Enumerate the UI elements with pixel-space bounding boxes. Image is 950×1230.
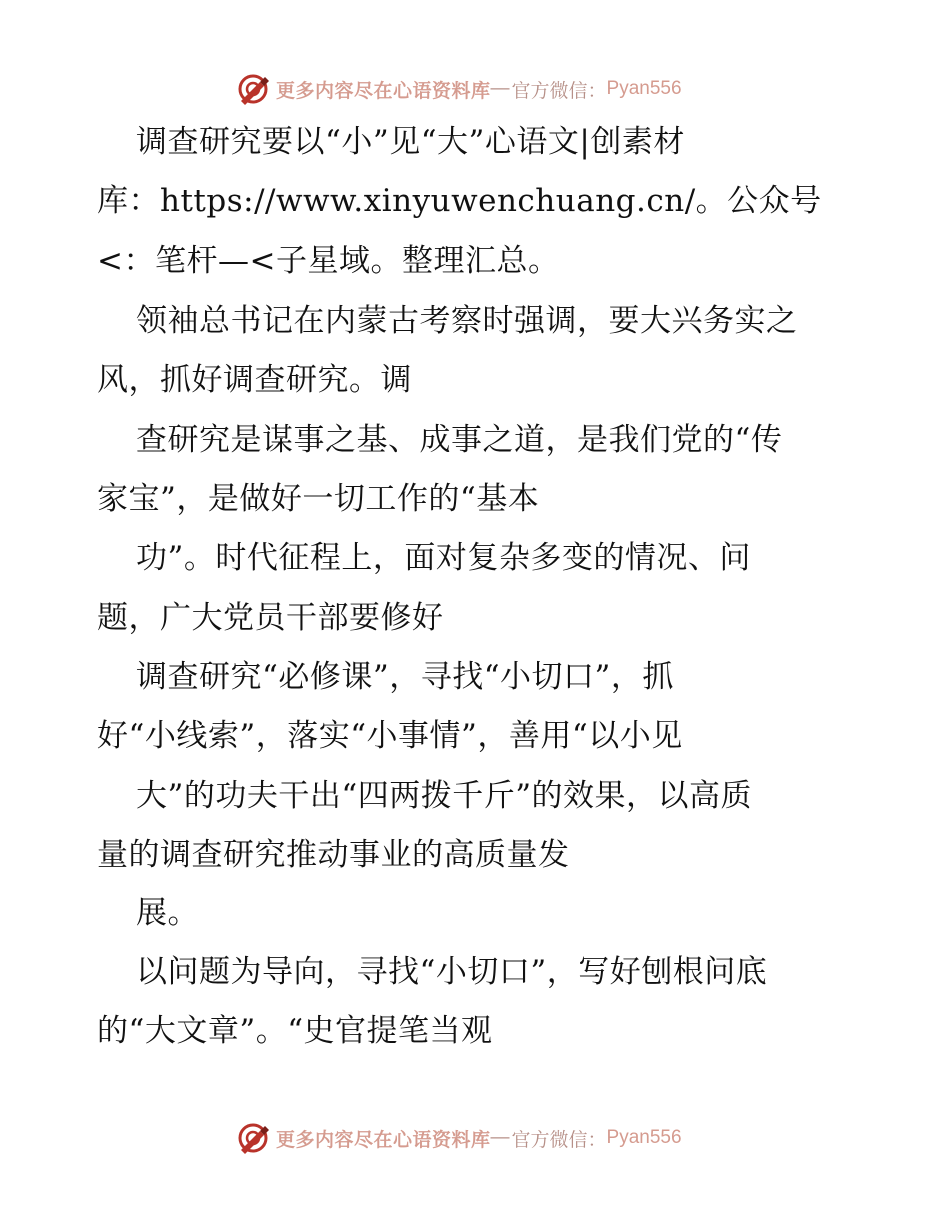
body-line: 的“大文章”。“史官提笔当观 — [97, 1013, 493, 1049]
banner-wechat-id: Pyan556 — [606, 78, 682, 99]
header-banner — [236, 72, 682, 106]
banner-slogan: 更多内容尽在心语资料库 — [276, 79, 491, 102]
body-line: 题，广大党员干部要修好 — [97, 600, 444, 636]
banner-wechat-id: Pyan556 — [606, 1127, 682, 1148]
body-line: 展。 — [136, 895, 199, 931]
body-line: 功”。时代征程上，面对复杂多变的情况、问 — [136, 540, 751, 576]
body-line: 查研究是谋事之基、成事之道，是我们党的“传 — [136, 422, 783, 458]
body-line: 调查研究“必修课”，寻找“小切口”，抓 — [136, 659, 674, 695]
body-line: 领袖总书记在内蒙古考察时强调，要大兴务实之 — [136, 303, 798, 339]
body-line: 大”的功夫干出“四两拨千斤”的效果，以高质 — [136, 778, 753, 814]
body-line: 家宝”，是做好一切工作的“基本 — [97, 481, 540, 517]
banner-slogan: 更多内容尽在心语资料库 — [276, 1128, 491, 1151]
body-line: 调查研究要以“小”见“大”心语文|创素材 — [136, 124, 685, 160]
body-line: 风，抓好调查研究。调 — [97, 362, 412, 398]
footer-banner — [236, 1121, 682, 1155]
banner-dash: — — [490, 1127, 510, 1148]
body-line: 好“小线索”，落实“小事情”，善用“以小见 — [97, 718, 683, 754]
red-pen-logo-icon — [236, 72, 270, 106]
red-pen-logo-icon — [236, 1121, 270, 1155]
body-line: 量的调查研究推动事业的高质量发 — [97, 837, 570, 873]
body-line: 以问题为导向，寻找“小切口”，写好刨根问底 — [136, 954, 768, 990]
body-line: 库：https://www.xinyuwenchuang.cn/。公众号 — [97, 183, 822, 219]
banner-wechat-label: 官方微信： — [511, 1128, 607, 1151]
banner-dash: — — [490, 78, 510, 99]
body-line: <：笔杆—<子星域。整理汇总。 — [97, 243, 560, 279]
banner-wechat-label: 官方微信： — [511, 79, 607, 102]
